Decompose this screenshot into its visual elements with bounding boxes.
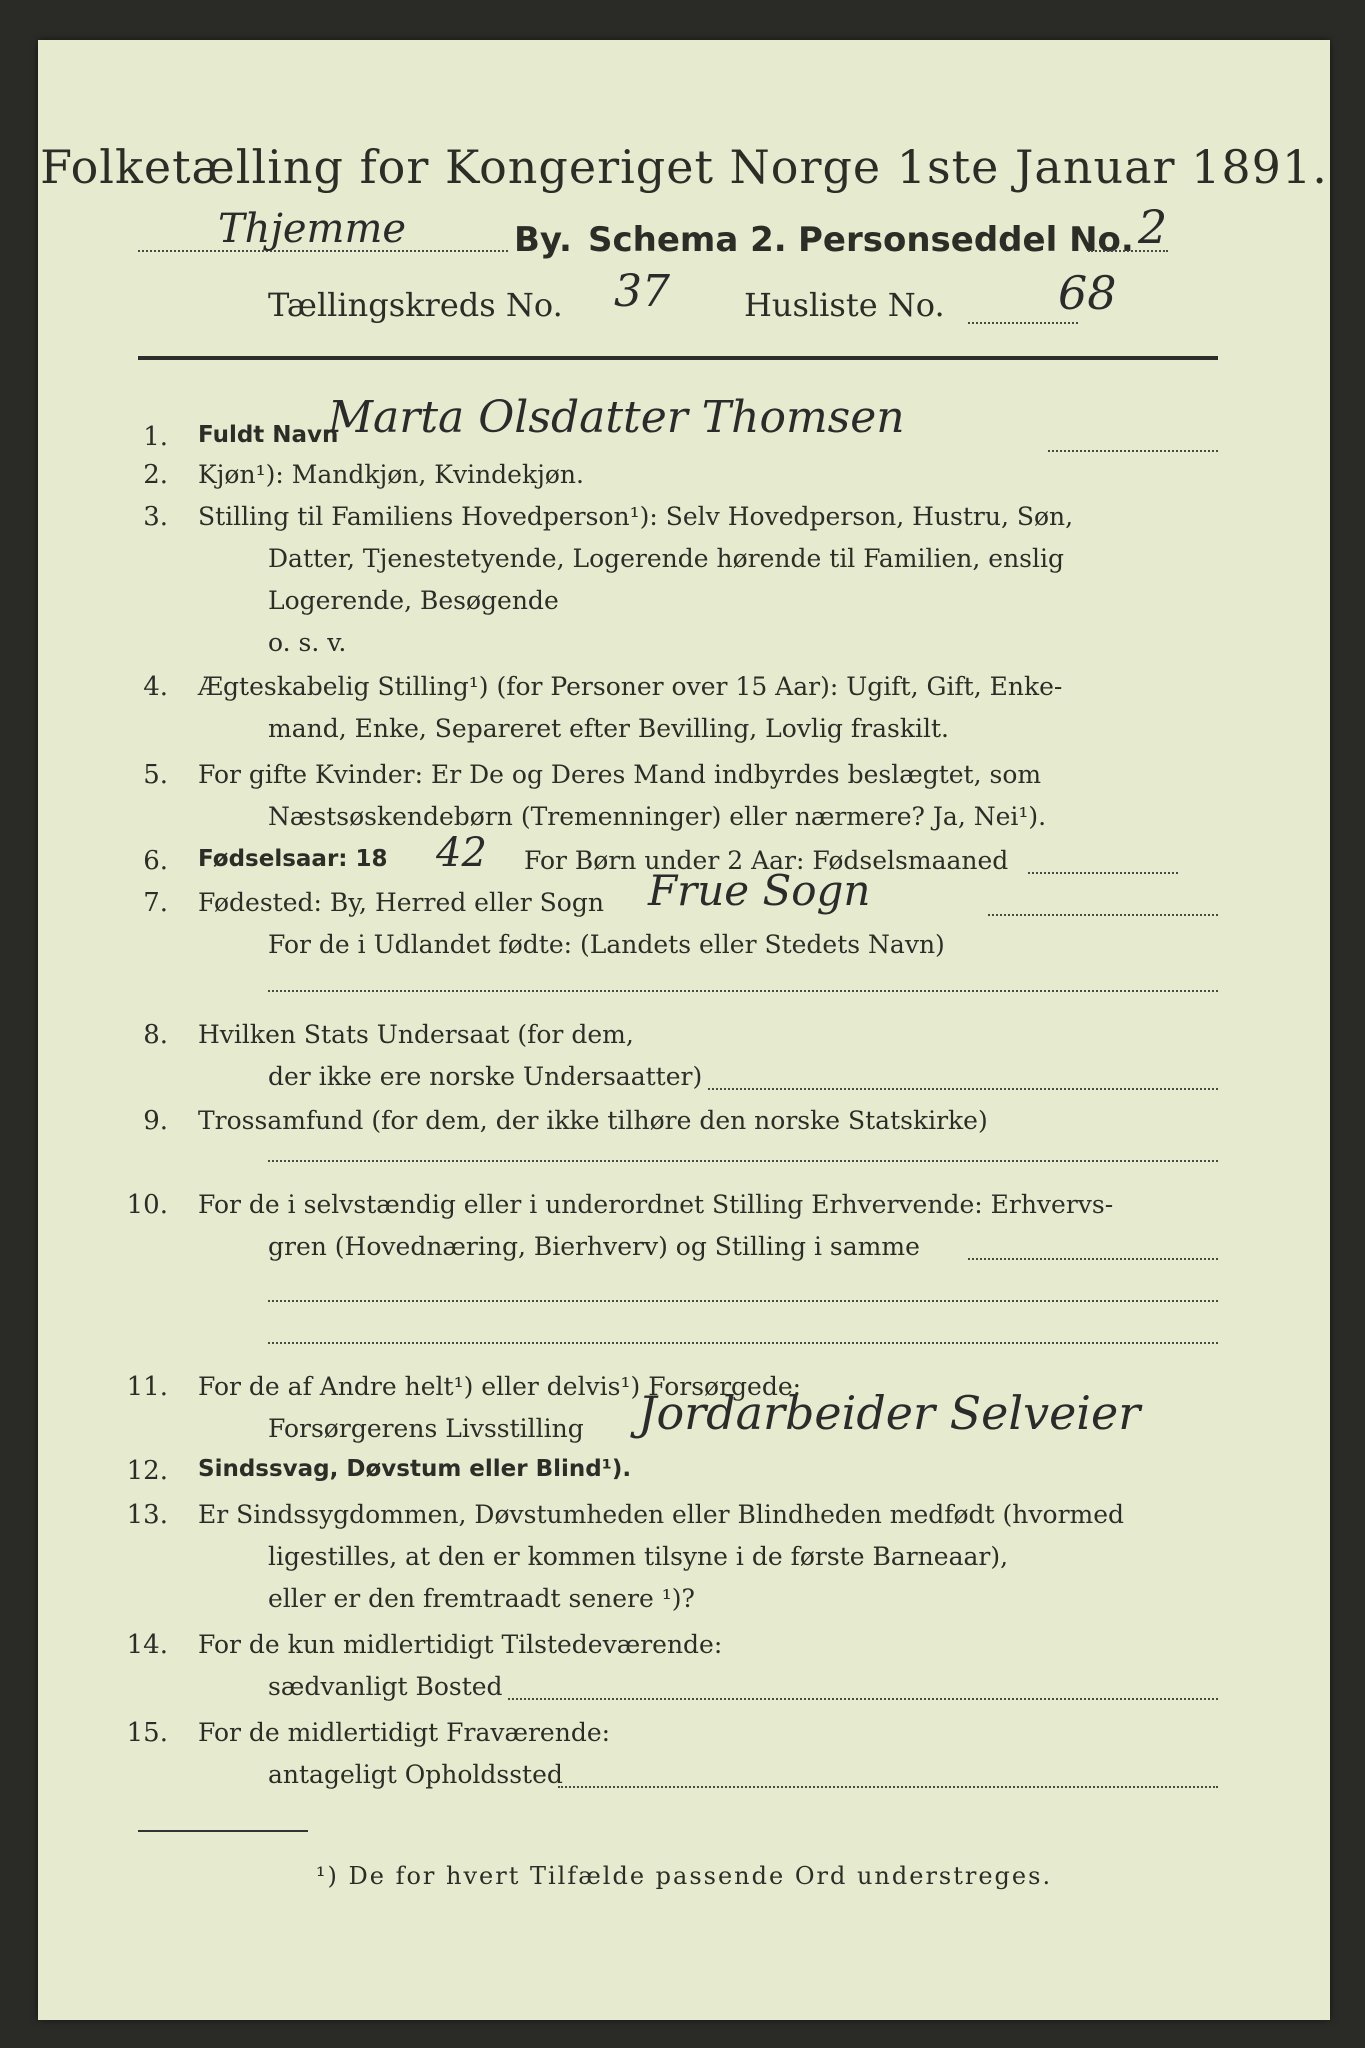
item-text: o. s. v.: [268, 628, 347, 657]
birthplace-dotted-line: [988, 914, 1218, 916]
provider-handwriting: Jordarbeider Selveier: [638, 1386, 1141, 1440]
form-title: Folketælling for Kongeriget Norge 1ste Januar 1891.: [40, 140, 1328, 194]
item-text: gren (Hovednæring, Bierhverv) og Stilling i samme: [268, 1232, 920, 1261]
item-text: Kjøn¹): Mandkjøn, Kvindekjøn.: [198, 460, 584, 489]
item-text: Stilling til Familiens Hovedperson¹): Selv Hovedperson, Hustru, Søn,: [198, 502, 1074, 531]
item-text: eller er den fremtraadt senere ¹)?: [268, 1584, 695, 1613]
abode-dotted-line: [558, 1786, 1218, 1788]
item-number: 2.: [143, 460, 168, 490]
item-text: For de i Udlandet fødte: (Landets eller Stedets Navn): [268, 930, 945, 959]
item-number: 1.: [143, 422, 168, 452]
name-dotted-line: [1048, 450, 1218, 452]
birthplace-handwriting: Frue Sogn: [648, 866, 871, 915]
husliste-dotted-line: [968, 322, 1078, 324]
item-number: 5.: [143, 760, 168, 790]
name-handwriting: Marta Olsdatter Thomsen: [328, 392, 905, 443]
item-text: Er Sindssygdommen, Døvstumheden eller Blindheden medfødt (hvormed: [198, 1500, 1125, 1529]
item-text: For gifte Kvinder: Er De og Deres Mand indbyrdes beslægtet, som: [198, 760, 1042, 789]
item-text: For de af Andre helt¹) eller delvis¹) Forsørgede:: [198, 1372, 802, 1401]
birth-year-handwriting: 42: [436, 830, 487, 876]
husliste-label: Husliste No.: [744, 286, 945, 324]
item-text: Næstsøskendebørn (Tremenninger) eller nærmere? Ja, Nei¹).: [268, 802, 1047, 831]
item-number: 3.: [143, 502, 168, 532]
item-text: Hvilken Stats Undersaat (for dem,: [198, 1020, 634, 1049]
item-number: 6.: [143, 846, 168, 876]
footnote: ¹) De for hvert Tilfælde passende Ord understreges.: [315, 1862, 1053, 1890]
item-number: 9.: [143, 1106, 168, 1136]
item-text: antageligt Opholdssted: [268, 1760, 563, 1789]
occupation-dotted-line-1: [968, 1258, 1218, 1260]
husliste-number: 68: [1058, 266, 1117, 320]
schema-label: Schema 2.: [588, 220, 787, 260]
religion-dotted-line: [268, 1160, 1218, 1162]
item-label: Fuldt Navn: [198, 422, 339, 448]
header-rule: [138, 356, 1218, 360]
citizenship-dotted-line: [708, 1088, 1218, 1090]
item-number: 11.: [126, 1372, 168, 1402]
by-label: By.: [514, 220, 572, 260]
occupation-dotted-line-3: [268, 1342, 1218, 1344]
item-text: Logerende, Besøgende: [268, 586, 559, 615]
item-number: 8.: [143, 1020, 168, 1050]
item-label: Sindssvag, Døvstum eller Blind¹).: [198, 1456, 632, 1482]
foreign-birthplace-dotted-line: [268, 990, 1218, 992]
item-label: Fødselsaar: 18: [198, 846, 388, 872]
item-text: For de kun midlertidigt Tilstedeværende:: [198, 1630, 723, 1659]
personseddel-number: 2: [1138, 200, 1168, 254]
item-text: ligestilles, at den er kommen tilsyne i de første Barneaar),: [268, 1542, 1009, 1571]
footnote-rule: [138, 1830, 308, 1832]
item-text: Fødested: By, Herred eller Sogn: [198, 888, 604, 917]
census-form-sheet: [38, 40, 1330, 2020]
item-text: For Børn under 2 Aar: Fødselsmaaned: [524, 846, 1009, 875]
item-number: 13.: [126, 1500, 168, 1530]
item-text: der ikke ere norske Undersaatter): [268, 1062, 703, 1091]
item-number: 14.: [126, 1630, 168, 1660]
item-text: Forsørgerens Livsstilling: [268, 1414, 584, 1443]
by-handwriting: Thjemme: [218, 206, 407, 252]
occupation-dotted-line-2: [268, 1300, 1218, 1302]
birth-month-dotted-line: [1028, 872, 1178, 874]
item-text: Datter, Tjenestetyende, Logerende hørende til Familien, enslig: [268, 544, 1065, 573]
item-text: Trossamfund (for dem, der ikke tilhøre den norske Statskirke): [198, 1106, 988, 1135]
item-text: Ægteskabelig Stilling¹) (for Personer over 15 Aar): Ugift, Gift, Enke-: [198, 672, 1063, 701]
item-number: 15.: [126, 1718, 168, 1748]
item-text: For de i selvstændig eller i underordnet Stilling Erhvervende: Erhvervs-: [198, 1190, 1114, 1219]
item-number: 7.: [143, 888, 168, 918]
residence-dotted-line: [508, 1698, 1218, 1700]
item-number: 4.: [143, 672, 168, 702]
item-number: 10.: [126, 1190, 168, 1220]
item-text: sædvanligt Bosted: [268, 1672, 503, 1701]
item-number: 12.: [126, 1456, 168, 1486]
item-text: For de midlertidigt Fraværende:: [198, 1718, 611, 1747]
kreds-number: 37: [614, 266, 670, 317]
item-text: mand, Enke, Separeret efter Bevilling, Lovlig fraskilt.: [268, 714, 949, 743]
personseddel-label: Personseddel No.: [798, 220, 1134, 260]
kreds-label: Tællingskreds No.: [268, 286, 563, 324]
